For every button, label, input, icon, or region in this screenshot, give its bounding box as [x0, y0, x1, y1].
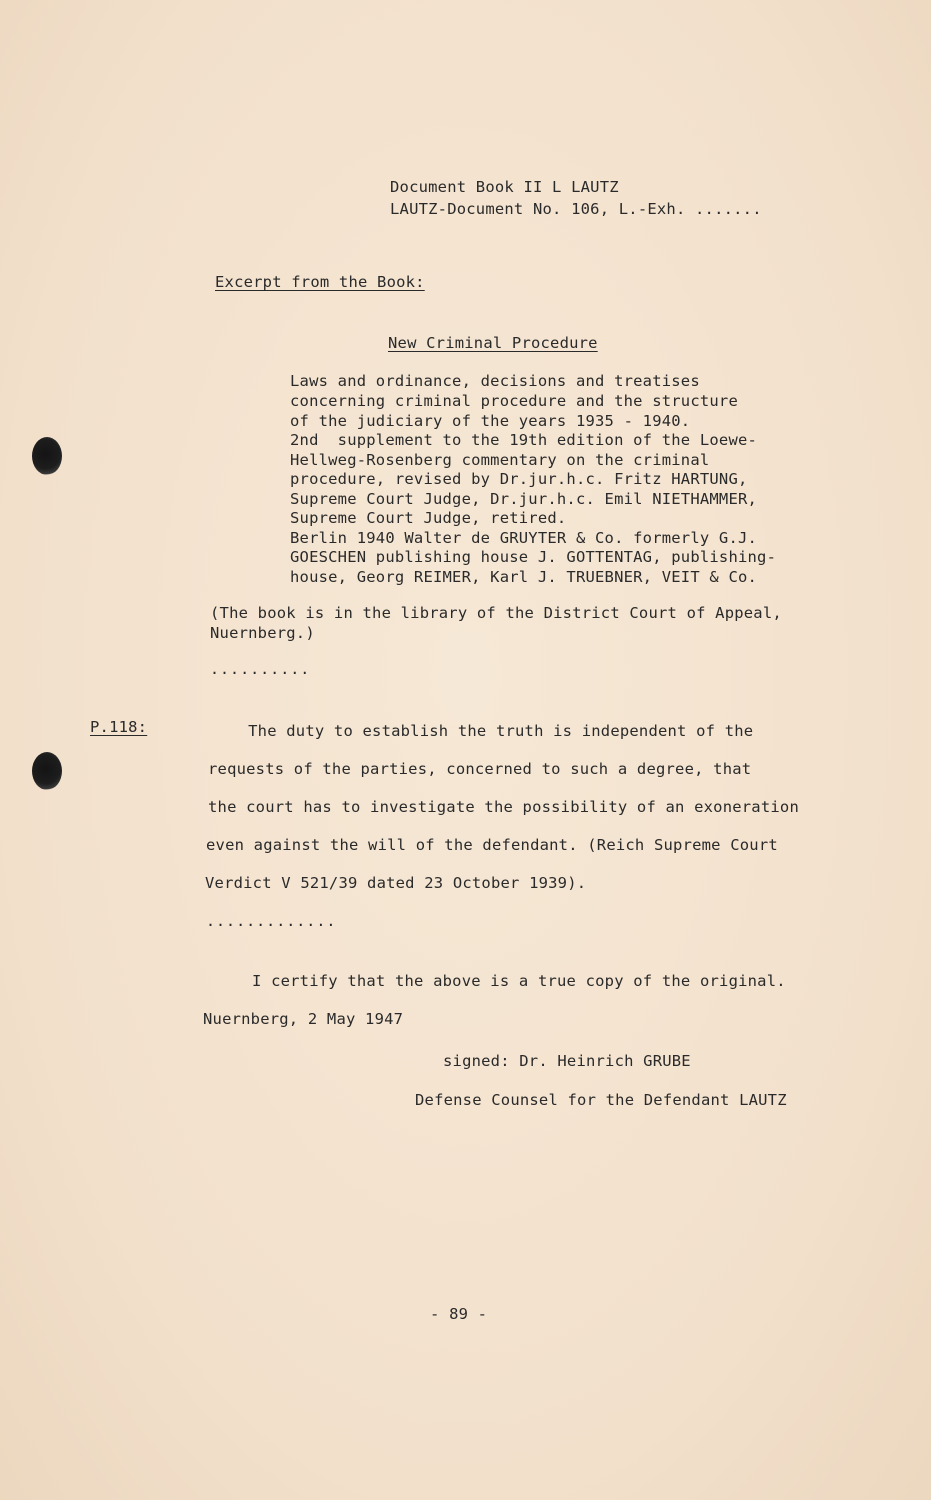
excerpt-label: Excerpt from the Book: — [215, 273, 425, 291]
separator-dots: ............. — [206, 912, 337, 930]
body-line: the court has to investigate the possibility of an exoneration — [208, 798, 799, 816]
book-line: Hellweg-Rosenberg commentary on the criminal — [290, 451, 710, 469]
library-note-line: Nuernberg.) — [210, 624, 315, 642]
book-line: of the judiciary of the years 1935 - 1940. — [290, 412, 691, 430]
book-line: Supreme Court Judge, retired. — [290, 509, 567, 527]
body-line: requests of the parties, concerned to such a degree, that — [208, 760, 752, 778]
book-line: concerning criminal procedure and the structure — [290, 392, 738, 410]
book-line: Supreme Court Judge, Dr.jur.h.c. Emil NIETHAMMER, — [290, 490, 758, 508]
body-line: Verdict V 521/39 dated 23 October 1939). — [205, 874, 587, 892]
page-reference: P.118: — [90, 718, 148, 736]
punch-hole-top — [32, 437, 62, 475]
signature-line: signed: Dr. Heinrich GRUBE — [443, 1052, 691, 1070]
header-line-1: Document Book II L LAUTZ — [390, 178, 619, 196]
book-line: procedure, revised by Dr.jur.h.c. Fritz HARTUNG, — [290, 470, 748, 488]
body-line: The duty to establish the truth is independent of the — [210, 722, 754, 740]
body-line: even against the will of the defendant. (Reich Supreme Court — [206, 836, 778, 854]
separator-dots: .......... — [210, 660, 311, 678]
place-date: Nuernberg, 2 May 1947 — [203, 1010, 404, 1028]
book-line: Laws and ordinance, decisions and treatises — [290, 372, 700, 390]
header-line-2: LAUTZ-Document No. 106, L.-Exh. ....... — [390, 200, 762, 218]
certification-text: I certify that the above is a true copy of the original. — [252, 972, 786, 990]
counsel-title: Defense Counsel for the Defendant LAUTZ — [415, 1091, 787, 1109]
book-line: GOESCHEN publishing house J. GOTTENTAG, publishing- — [290, 548, 777, 566]
punch-hole-bottom — [32, 752, 62, 790]
book-line: Berlin 1940 Walter de GRUYTER & Co. formerly G.J. — [290, 529, 758, 547]
page-number: - 89 - — [430, 1305, 488, 1323]
book-line: 2nd supplement to the 19th edition of the Loewe- — [290, 431, 758, 449]
book-line: house, Georg REIMER, Karl J. TRUEBNER, VEIT & Co. — [290, 568, 758, 586]
book-title: New Criminal Procedure — [388, 334, 598, 352]
library-note-line: (The book is in the library of the District Court of Appeal, — [210, 604, 782, 622]
